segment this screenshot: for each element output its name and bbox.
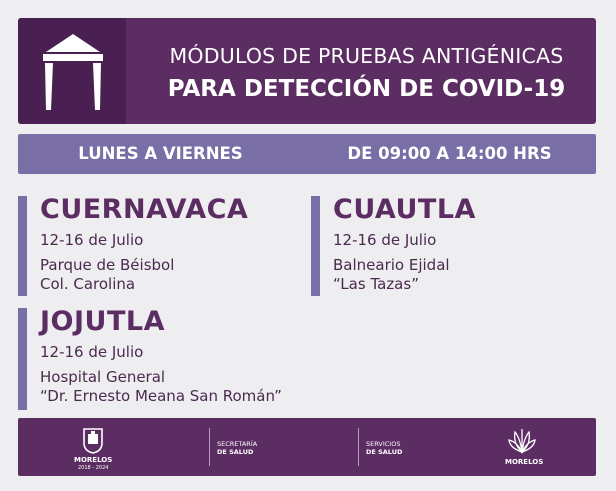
schedule-hours: DE 09:00 A 14:00 HRS xyxy=(347,144,552,163)
schedule-days: LUNES A VIERNES xyxy=(78,144,243,163)
footer-divider xyxy=(358,428,359,466)
location-date: 12-16 de Julio xyxy=(40,343,144,361)
footer-bar xyxy=(18,418,596,476)
tent-icon xyxy=(40,32,106,112)
state-shield-icon xyxy=(82,427,104,454)
morelos-brand-name: MORELOS xyxy=(505,458,544,466)
city-name: JOJUTLA xyxy=(40,306,165,337)
accent-bar xyxy=(18,308,27,410)
location-place: Parque de Béisbol xyxy=(40,256,175,274)
header-icon-panel xyxy=(18,18,126,124)
secretaria-line-2: DE SALUD xyxy=(217,448,254,456)
location-jojutla xyxy=(18,306,358,410)
title-line-2: PARA DETECCIÓN DE COVID-19 xyxy=(167,76,566,102)
location-detail: “Dr. Ernesto Meana San Román” xyxy=(40,387,282,405)
schedule-bar xyxy=(18,134,596,174)
accent-bar xyxy=(311,196,320,296)
city-name: CUAUTLA xyxy=(333,194,476,225)
flower-logo-icon xyxy=(507,426,537,456)
morelos-logo-years: 2018 - 2024 xyxy=(78,465,109,471)
location-detail: Col. Carolina xyxy=(40,275,136,293)
location-place: Balneario Ejidal xyxy=(333,256,450,274)
city-name: CUERNAVACA xyxy=(40,194,249,225)
location-detail: “Las Tazas” xyxy=(333,275,419,293)
accent-bar xyxy=(18,196,27,296)
location-date: 12-16 de Julio xyxy=(333,231,437,249)
location-cuautla xyxy=(311,194,591,296)
location-place: Hospital General xyxy=(40,368,166,386)
secretaria-line-1: SECRETARÍA xyxy=(217,440,258,448)
title-line-1: MÓDULOS DE PRUEBAS ANTIGÉNICAS xyxy=(169,44,564,68)
servicios-line-1: SERVICIOS xyxy=(366,440,401,448)
morelos-logo-name: MORELOS xyxy=(74,456,113,464)
servicios-line-2: DE SALUD xyxy=(366,448,403,456)
location-date: 12-16 de Julio xyxy=(40,231,144,249)
location-cuernavaca xyxy=(18,194,298,296)
footer-divider xyxy=(209,428,210,466)
header-banner xyxy=(18,18,596,124)
